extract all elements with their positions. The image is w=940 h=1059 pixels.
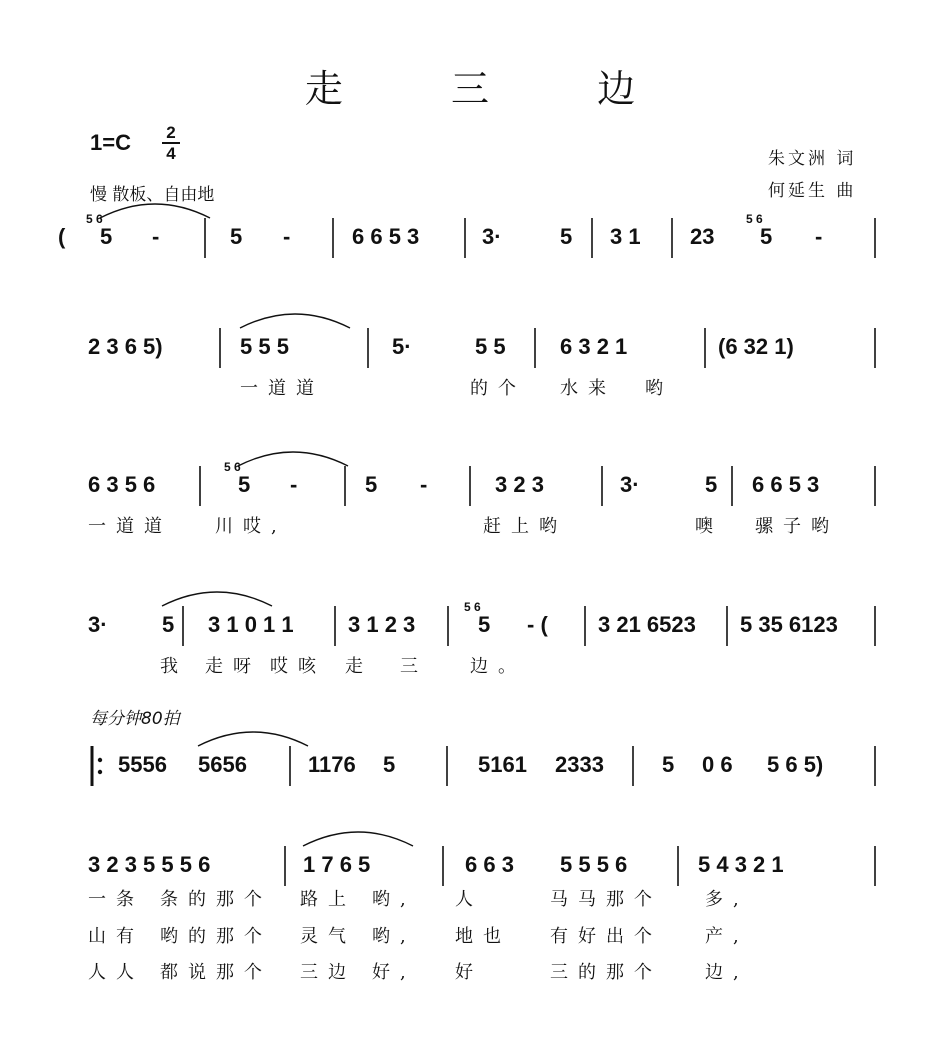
note-group: - <box>283 224 291 249</box>
note-group: 5 5 <box>475 334 506 359</box>
time-signature: 2 4 <box>162 124 180 162</box>
tempo-marking-main: 每分钟80拍 <box>90 709 180 729</box>
verse-2-lyric: 哟的那个 <box>160 926 272 947</box>
note-group: 1 7 6 5 <box>303 852 371 877</box>
song-title: 走 三 边 <box>304 67 684 111</box>
verse-2-lyric: 山有 <box>88 926 144 947</box>
note-group: 6 6 5 3 <box>352 224 420 249</box>
verse-1-lyric: 哟, <box>372 889 416 910</box>
note-group: 5 <box>162 612 175 637</box>
note-group: 5 <box>238 472 251 497</box>
note-group: 5 <box>705 472 718 497</box>
note-group: 5656 <box>198 752 247 777</box>
lyric: 走 <box>345 656 373 677</box>
note-group: 5556 <box>118 752 167 777</box>
note-group: 3 2 3 5 5 5 6 <box>88 852 211 877</box>
composer-credit: 何延生 曲 <box>768 181 857 201</box>
lyric: 走呀 <box>205 656 261 677</box>
note-group: 6 3 5 6 <box>88 472 156 497</box>
note-group: - ( <box>527 612 548 637</box>
lyric: 的个 <box>470 378 526 399</box>
slur <box>240 314 350 328</box>
slur <box>198 732 308 746</box>
lyric: 骡子哟 <box>755 516 839 537</box>
note-group: 3· <box>88 612 108 637</box>
verse-2-lyric: 产, <box>705 926 749 947</box>
verse-1-lyric: 多, <box>705 889 749 910</box>
lyric: 边。 <box>470 656 526 677</box>
lyricist-credit: 朱文洲 词 <box>768 149 857 169</box>
verse-3-lyric: 都说那个 <box>160 962 272 983</box>
note-group: 5 5 5 6 <box>560 852 628 877</box>
grace-note: 5 6 <box>224 460 241 474</box>
grace-note: 5 6 <box>86 212 103 226</box>
slur <box>100 204 210 218</box>
note-group: ( <box>58 224 66 249</box>
verse-3-lyric: 边, <box>705 962 749 983</box>
note-group: 5 <box>662 752 675 777</box>
note-group: - <box>290 472 298 497</box>
note-group: 5 4 3 2 1 <box>698 852 784 877</box>
lyric: 一道道 <box>88 516 172 537</box>
verse-3-lyric: 三的那个 <box>550 962 662 983</box>
note-group: (6 32 1) <box>718 334 794 359</box>
note-group: 6 3 2 1 <box>560 334 628 359</box>
note-group: 5 <box>365 472 378 497</box>
lyric: 川哎, <box>215 516 287 537</box>
note-group: 5 35 6123 <box>740 612 838 637</box>
note-group: 5 <box>478 612 491 637</box>
note-group: 6 6 3 <box>465 852 514 877</box>
note-group: 5 6 5) <box>767 752 824 777</box>
lyric: 赶上哟 <box>483 516 567 537</box>
barlines <box>0 740 940 800</box>
verse-2-lyric: 灵气 <box>300 926 356 947</box>
verse-1-lyric: 路上 <box>300 889 356 910</box>
verse-2-lyric: 有好出个 <box>550 926 662 947</box>
note-group: 5 <box>230 224 243 249</box>
key-signature: 1=C <box>90 130 131 155</box>
note-group: 3 1 2 3 <box>348 612 416 637</box>
barlines <box>0 322 940 382</box>
note-group: - <box>152 224 160 249</box>
note-group: 3 2 3 <box>495 472 544 497</box>
verse-2-lyric: 地也 <box>455 926 511 947</box>
note-group: 2 3 6 5) <box>88 334 163 359</box>
note-group: 5 <box>560 224 573 249</box>
lyric: 一道道 <box>240 378 324 399</box>
repeat-dot <box>98 758 102 762</box>
slur <box>303 832 413 846</box>
note-group: 2333 <box>555 752 604 777</box>
verse-2-lyric: 哟, <box>372 926 416 947</box>
note-group: - <box>420 472 428 497</box>
note-group: 23 <box>690 224 715 249</box>
verse-1-lyric: 马马那个 <box>550 889 662 910</box>
note-group: 5 <box>100 224 113 249</box>
lyric: 噢 <box>695 516 723 537</box>
lyric: 水来 <box>560 378 616 399</box>
note-group: 3 21 6523 <box>598 612 696 637</box>
lyric: 三 <box>400 656 428 677</box>
barlines <box>0 600 940 660</box>
note-group: 3· <box>620 472 640 497</box>
barlines <box>0 212 940 272</box>
verse-3-lyric: 好, <box>372 962 416 983</box>
note-group: 5 5 5 <box>240 334 289 359</box>
lyric: 哟 <box>645 378 673 399</box>
note-group: 5 <box>383 752 396 777</box>
note-group: - <box>815 224 823 249</box>
lyric: 我 <box>160 656 188 677</box>
note-group: 3 1 0 1 1 <box>208 612 294 637</box>
verse-3-lyric: 三边 <box>300 962 356 983</box>
tempo-marking-intro: 慢 散板、自由地 <box>90 185 215 205</box>
note-group: 5161 <box>478 752 527 777</box>
slur <box>162 592 272 606</box>
verse-3-lyric: 好 <box>455 962 483 983</box>
verse-1-lyric: 条的那个 <box>160 889 272 910</box>
verse-3-lyric: 人人 <box>88 962 144 983</box>
note-group: 5· <box>392 334 412 359</box>
note-group: 3· <box>482 224 502 249</box>
verse-1-lyric: 一条 <box>88 889 144 910</box>
slur <box>238 452 348 466</box>
repeat-dot <box>98 770 102 774</box>
barlines <box>0 460 940 520</box>
lyric: 哎咳 <box>270 656 326 677</box>
verse-1-lyric: 人 <box>455 889 483 910</box>
grace-note: 5 6 <box>464 600 481 614</box>
note-group: 5 <box>760 224 773 249</box>
grace-note: 5 6 <box>746 212 763 226</box>
note-group: 3 1 <box>610 224 641 249</box>
note-group: 6 6 5 3 <box>752 472 820 497</box>
note-group: 1176 <box>308 752 356 777</box>
note-group: 0 6 <box>702 752 733 777</box>
